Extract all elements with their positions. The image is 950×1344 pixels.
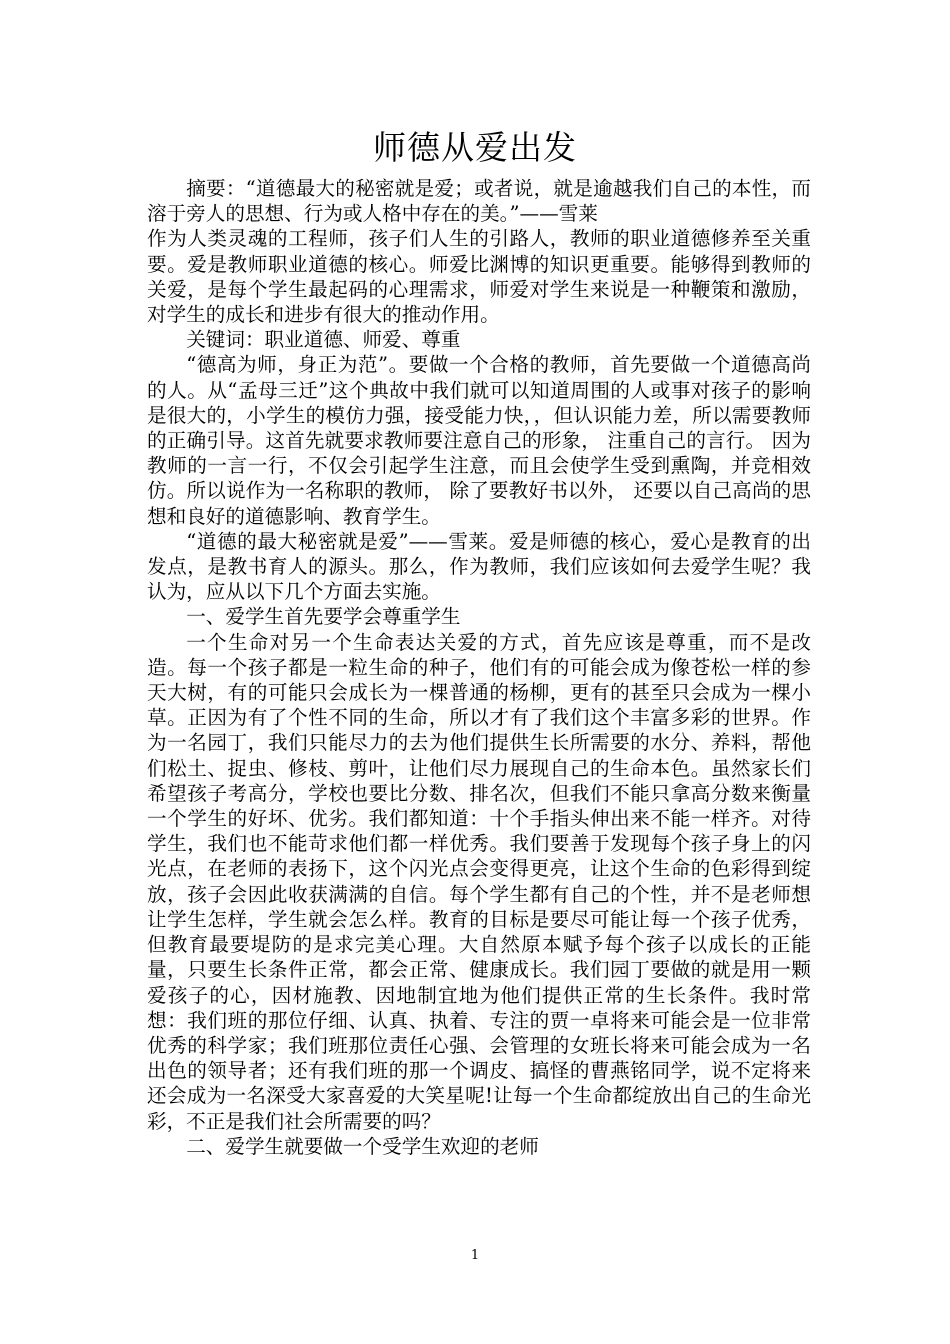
paragraph-1: “德高为师，身正为范”。要做一个合格的教师，首先要做一个道德高尚的人。从“孟母三迁”这个典故中我们就可以知道周围的人或事对孩子的影响是很大的，小学生的模仿力强，接受能力快，，但认识能力差，所以需要教师的正确引导。这首先就要求教师要注意自己的形象， 注重自己的言行。 因为教师的一言一行，不仅会引起学生注意，而且会使学生受到熏陶，并竞相效仿。所以说作为一名称职的教师， 除了要教好书以外， 还要以自己高尚的思想和良好的道德影响、教育学生。 bbox=[147, 353, 811, 528]
document-title: 师德从爱出发 bbox=[373, 128, 577, 167]
document-body bbox=[147, 176, 811, 1159]
paragraph-3: 一个生命对另一个生命表达关爱的方式，首先应该是尊重，而不是改造。每一个孩子都是一粒生命的种子，他们有的可能会成为像苍松一样的参天大树，有的可能只会成长为一棵普通的杨柳，更有的甚至只会成为一棵小草。正因为有了个性不同的生命，所以才有了我们这个丰富多彩的世界。作为一名园丁，我们只能尽力的去为他们提供生长所需要的水分、养料，帮他们松土、捉虫、修枝、剪叶，让他们尽力展现自己的生命本色。虽然家长们希望孩子考高分，学校也要比分数、排名次，但我们不能只拿高分数来衡量一个学生的好坏、优劣。我们都知道：十个手指头伸出来不能一样齐。对待学生，我们也不能苛求他们都一样优秀。我们要善于发现每个孩子身上的闪光点，在老师的表扬下，这个闪光点会变得更亮，让这个生命的色彩得到绽放，孩子会因此收获满满的自信。每个学生都有自己的个性，并不是老师想让学生怎样，学生就会怎么样。教育的目标是要尽可能让每一个孩子优秀，但教育最要堤防的是求完美心理。大自然原本赋予每个孩子以成长的正能量，只要生长条件正常，都会正常、健康成长。我们园丁要做的就是用一颗爱孩子的心，因材施教、因地制宜地为他们提供正常的生长条件。我时常想：我们班的那位仔细、认真、执着、专注的贾一卓将来可能会是一位非常优秀的科学家；我们班那位责任心强、会管理的女班长将来可能会成为一名出色的领导者；还有我们班的那一个调皮、搞怪的曹燕铭同学，说不定将来还会成为一名深受大家喜爱的大笑星呢!让每一个生命都绽放出自己的生命光彩，不正是我们社会所需要的吗？ bbox=[147, 630, 811, 1133]
section-heading-2: 二、爱学生就要做一个受学生欢迎的老师 bbox=[186, 1134, 539, 1158]
keywords-line: 关键词：职业道德、师爱、尊重 bbox=[186, 328, 461, 352]
paragraph-2: “道德的最大秘密就是爱”——雪莱。爱是师德的核心，爱心是教育的出发点，是教书育人的源头。那么，作为教师，我们应该如何去爱学生呢？我认为，应从以下几个方面去实施。 bbox=[147, 529, 811, 604]
page-number: 1 bbox=[470, 1248, 480, 1263]
section-heading-1: 一、爱学生首先要学会尊重学生 bbox=[186, 605, 461, 629]
abstract-quote: 摘要：“道德最大的秘密就是爱；或者说，就是逾越我们自己的本性，而溶于旁人的思想、行为或人格中存在的美。”——雪莱 bbox=[147, 177, 811, 226]
abstract-body: 作为人类灵魂的工程师，孩子们人生的引路人，教师的职业道德修养至关重要。爱是教师职业道德的核心。师爱比渊博的知识更重要。能够得到教师的关爱，是每个学生最起码的心理需求，师爱对学生来说是一种鞭策和激励，对学生的成长和进步有很大的推动作用。 bbox=[147, 227, 811, 327]
